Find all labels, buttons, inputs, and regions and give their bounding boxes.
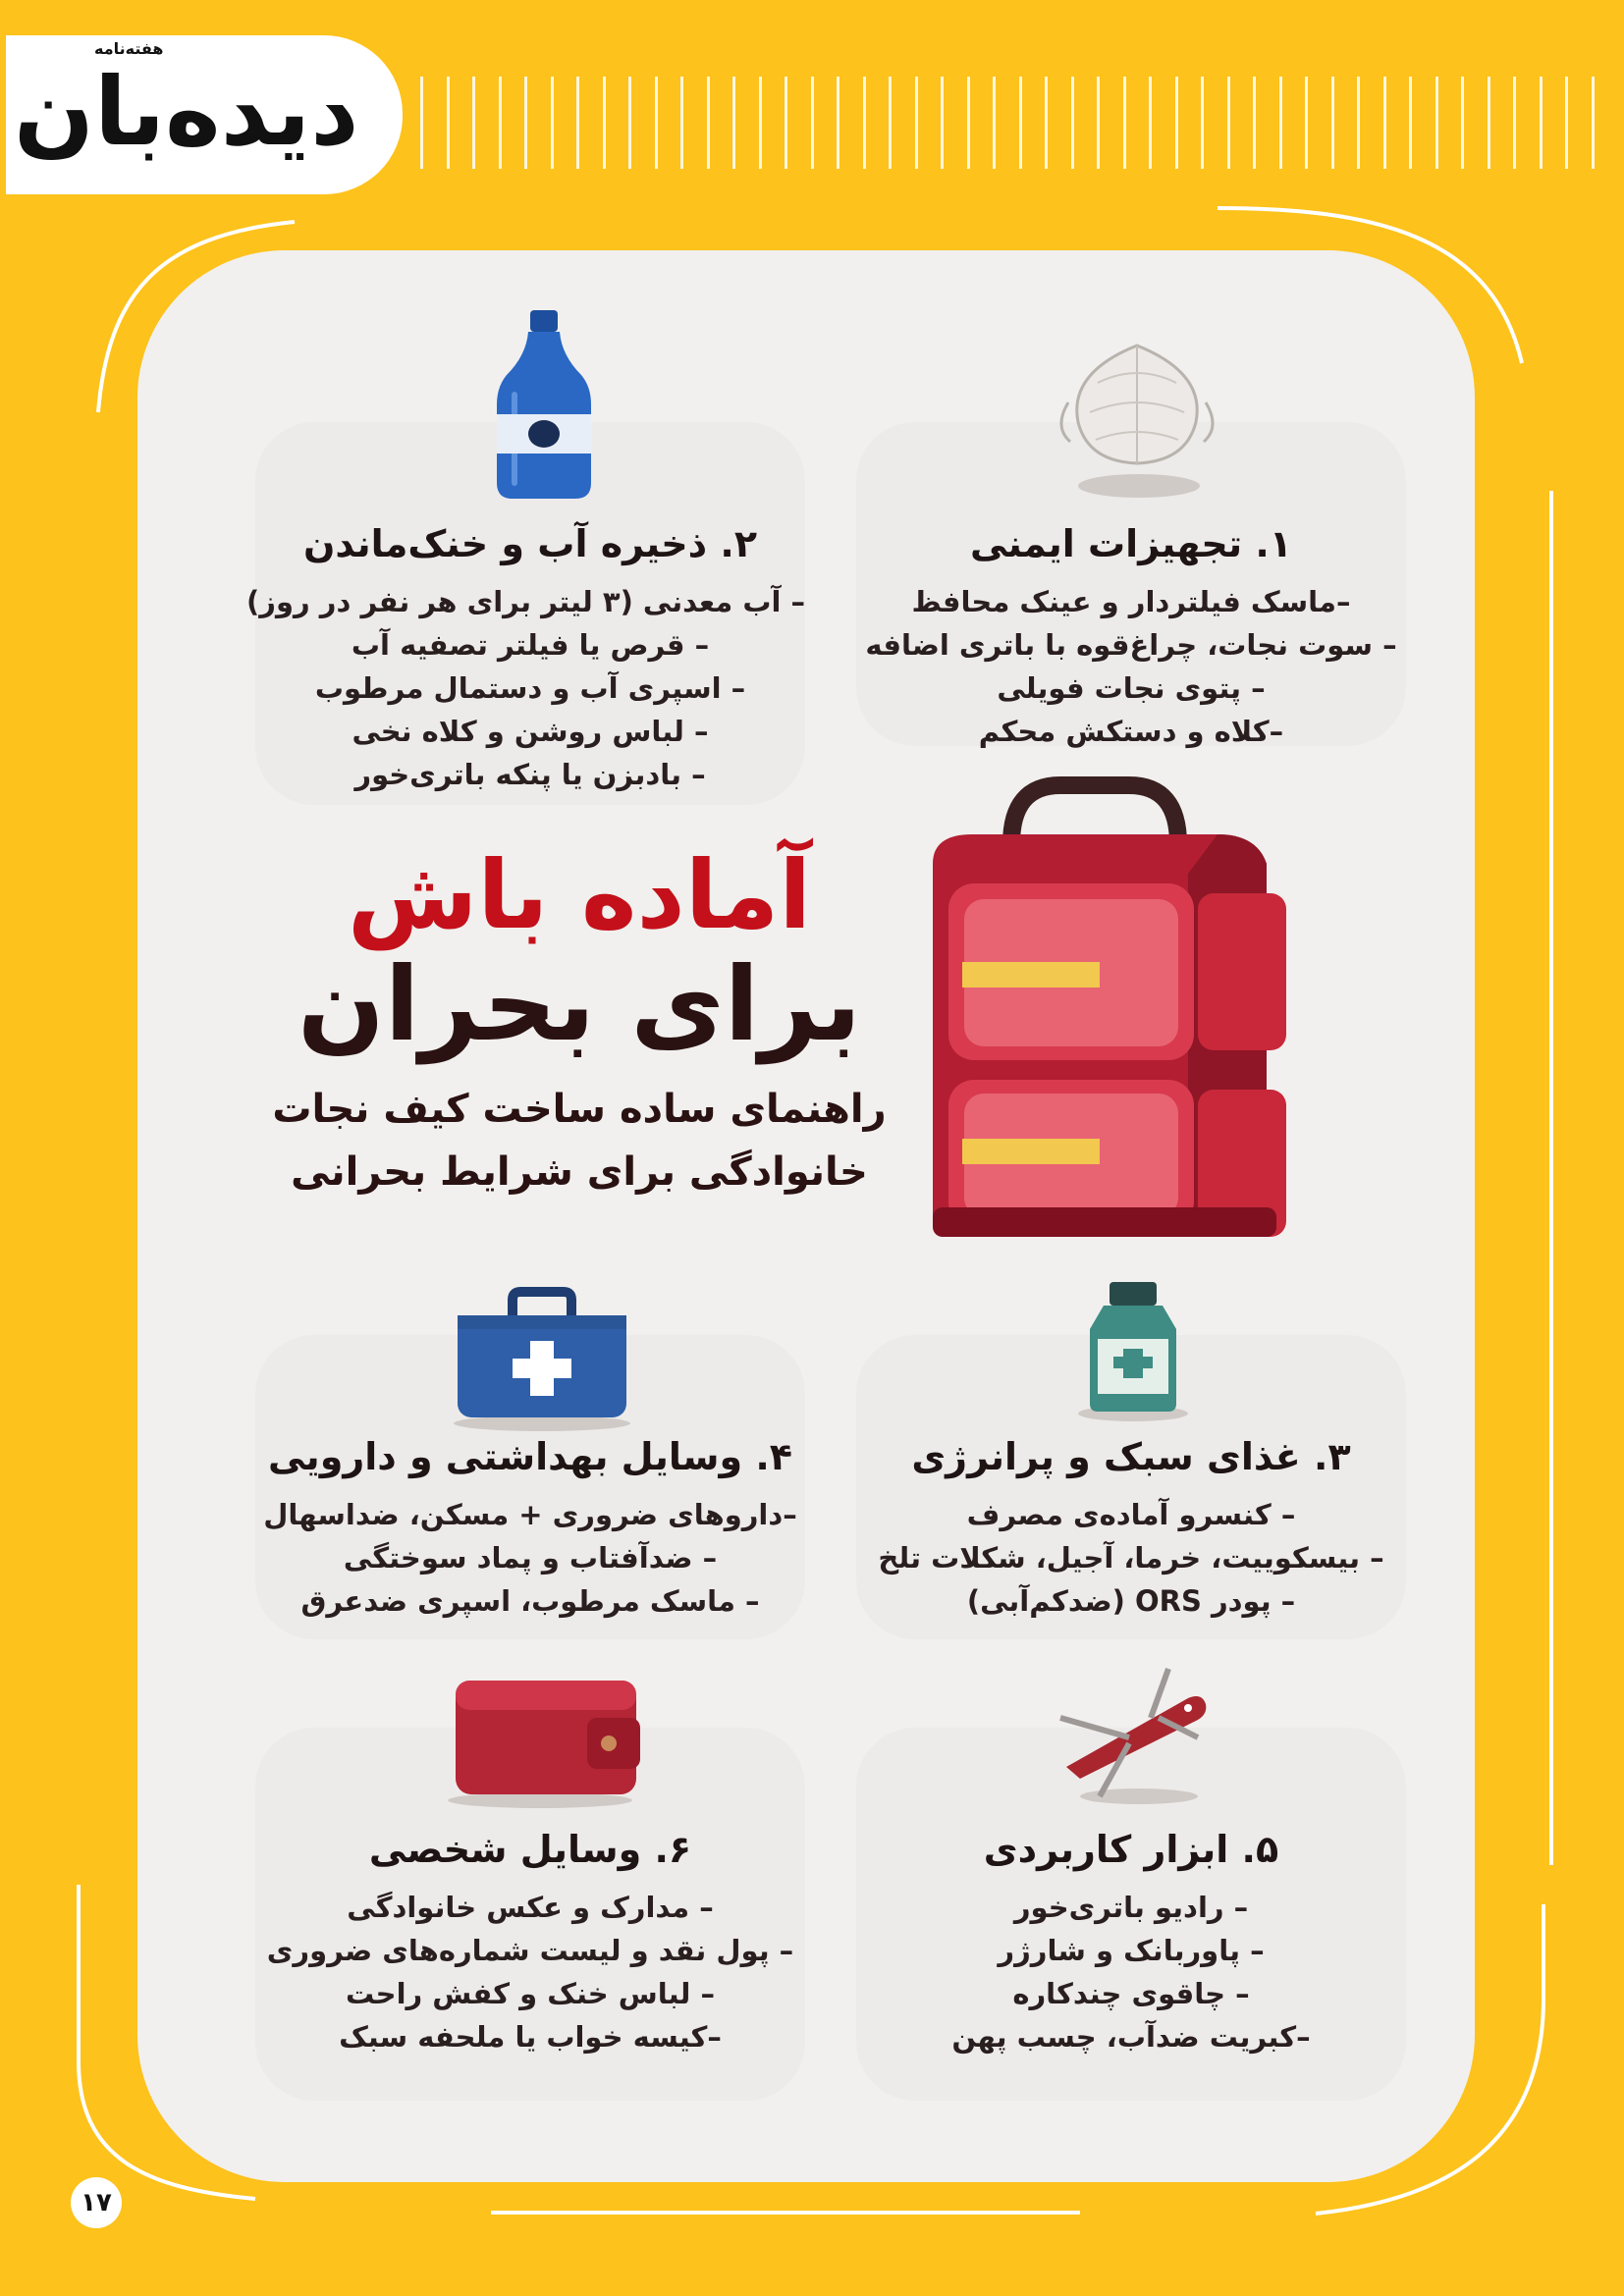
section-tools [856,1826,1406,2058]
list-item: –کلاه و دستکش محکم [978,715,1284,749]
list-item: – چاقوی چندکاره [1012,1977,1250,2011]
list-item: – سوت نجات، چراغ‌قوه با باتری اضافه [865,628,1397,663]
item-list [856,1886,1406,2058]
section-safety-equipment [856,520,1406,753]
list-item: – لباس روشن و کلاه نخی [352,715,709,749]
subtitle-line-2: خانوادگی برای شرایط بحرانی [291,1148,868,1195]
list-item: – پاوربانک و شارژر [998,1934,1265,1968]
backpack-icon [893,766,1306,1256]
title-line-2: برای بحران [297,943,862,1064]
list-item: – پول نقد و لیست شماره‌های ضروری [266,1934,794,1968]
mask-icon [1049,334,1225,501]
page-number: ۱۷ [71,2177,122,2228]
section-heading: ۱. تجهیزات ایمنی [970,522,1292,565]
list-item: – پتوی نجات فویلی [997,671,1266,706]
item-list [255,1886,805,2058]
item-list [246,580,805,796]
section-heading: ۶. وسایل شخصی [368,1828,692,1871]
item-list [856,1493,1406,1623]
list-item: – بیسکوییت، خرما، آجیل، شکلات تلخ [878,1541,1384,1575]
first-aid-kit-icon [444,1276,640,1433]
list-item: – ماسک مرطوب، اسپری ضدعرق [300,1584,760,1619]
list-item: –کیسه خواب یا ملحفه سبک [339,2020,722,2055]
medicine-bottle-icon [1074,1276,1192,1423]
subtitle-line-1: راهنمای ساده ساخت کیف نجات [272,1086,887,1132]
section-heading: ۲. ذخیره آب و خنک‌ماندن [302,522,758,565]
section-heading: ۴. وسایل بهداشتی و دارویی [267,1435,792,1478]
list-item: – اسپری آب و دستمال مرطوب [314,671,746,706]
item-list [255,1493,805,1623]
title-line-1: آماده باش [347,840,812,950]
list-item: – ضدآفتاب و پماد سوختگی [343,1541,718,1575]
logo-tag: هفته‌نامه [94,39,164,58]
list-item: – مدارک و عکس خانوادگی [347,1891,714,1925]
list-item: – آب معدنی (۳ لیتر برای هر نفر در روز) [246,585,805,619]
section-medical [255,1433,805,1623]
list-item: – پودر ORS (ضدکم‌آبی) [966,1584,1296,1619]
list-item: – بادبزن یا پنکه باتری‌خور [354,758,706,792]
list-item: – رادیو باتری‌خور [1013,1891,1249,1925]
list-item: –کبریت ضدآب، چسب پهن [951,2020,1311,2055]
logo: دیده‌بان [14,57,359,167]
item-list [856,580,1406,753]
list-item: –ماسک فیلتردار و عینک محافظ [911,585,1351,619]
list-item: – قرص یا فیلتر تصفیه آب [351,628,710,663]
list-item: – لباس خنک و کفش راحت [345,1977,716,2011]
multitool-icon [1041,1649,1237,1826]
list-item: – کنسرو آماده‌ی مصرف [966,1498,1296,1532]
section-heading: ۵. ابزار کاربردی [983,1828,1279,1871]
wallet-icon [440,1667,646,1814]
list-item: –داروهای ضروری + مسکن، ضداسهال [263,1498,797,1532]
section-food [856,1433,1406,1623]
section-heading: ۳. غذای سبک و پرانرژی [911,1435,1351,1478]
water-bottle-icon [485,306,603,503]
title-block [265,840,893,1203]
section-personal [255,1826,805,2058]
section-water-cooling [246,520,805,796]
